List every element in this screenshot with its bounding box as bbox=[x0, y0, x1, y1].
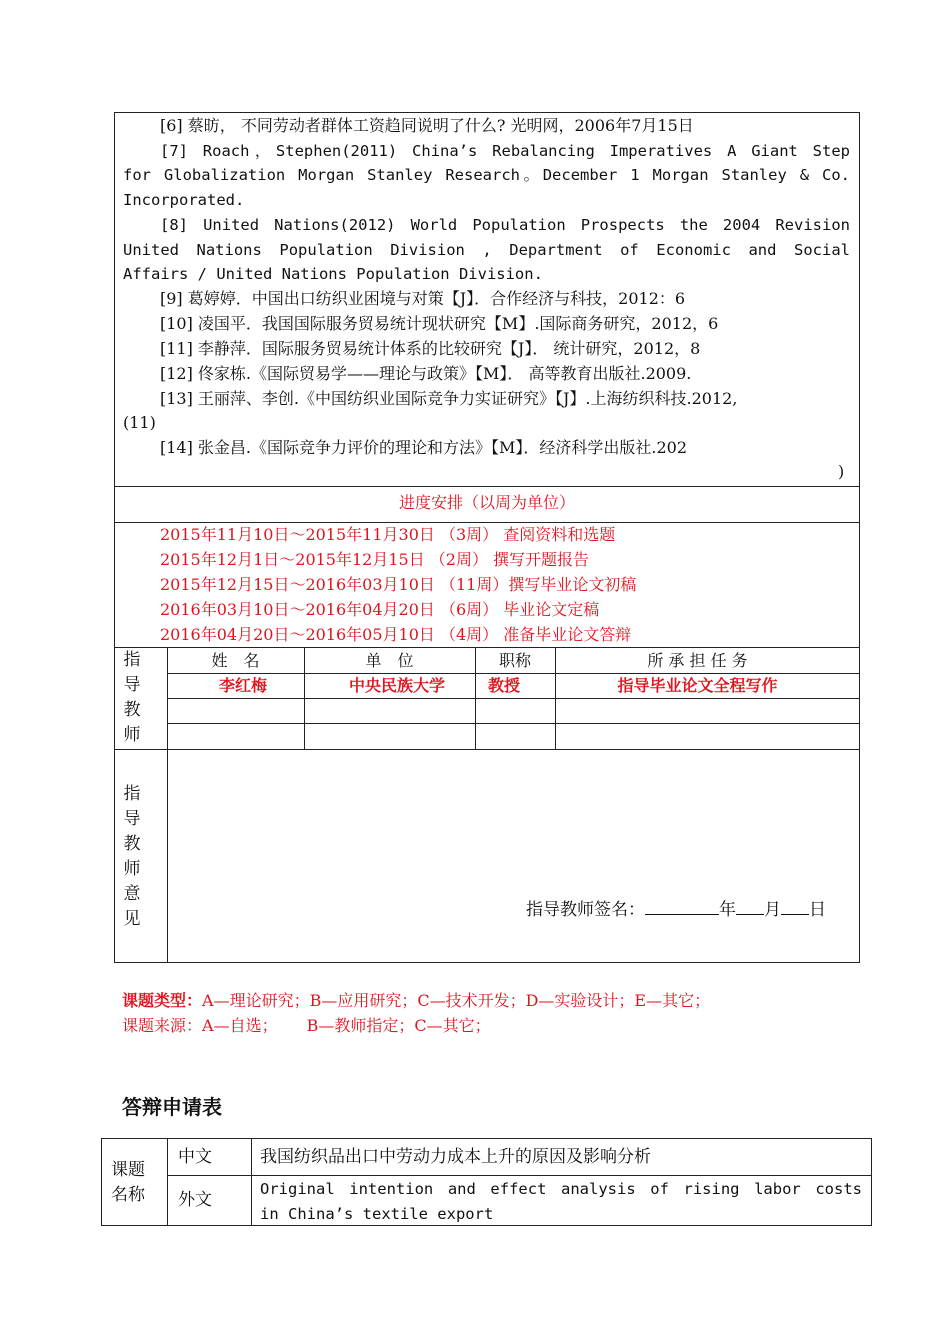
signature-field[interactable] bbox=[645, 898, 719, 915]
schedule-item: 2016年04月20日～2016年05月10日 （4周） 准备毕业论文答辩 bbox=[160, 625, 632, 644]
advisor-unit: 中央民族大学 bbox=[348, 676, 445, 695]
advisor-task: 指导毕业论文全程写作 bbox=[617, 676, 778, 695]
side-char: 教 bbox=[123, 700, 141, 720]
divider bbox=[167, 673, 860, 674]
reference-11: [11] 李静萍．国际服务贸易统计体系的比较研究【J】． 统计研究，2012，8 bbox=[160, 339, 701, 358]
side-char: 指 bbox=[123, 650, 141, 670]
header-title: 职称 bbox=[498, 651, 531, 670]
reference-9: [9] 葛婷婷．中国出口纺织业困境与对策【J】．合作经济与科技，2012：6 bbox=[160, 289, 686, 308]
side-char: 师 bbox=[123, 725, 141, 745]
foreign-title-line-1: Original intention and effect analysis of rising labor costs bbox=[260, 1180, 862, 1198]
reference-8-line-2: United Nations Population Division , Department of Economic and Social bbox=[123, 241, 850, 259]
side-char: 指 bbox=[123, 784, 141, 804]
topic-source-text: A—自选； B—教师指定；C—其它； bbox=[202, 1016, 491, 1035]
reference-13-line-1: [13] 王丽萍、李创.《中国纺织业国际竞争力实证研究》【J】.上海纺织科技.2012, bbox=[160, 389, 738, 408]
schedule-item: 2016年03月10日～2016年04月20日 （6周） 毕业论文定稿 bbox=[160, 600, 600, 619]
reference-6: [6] 蔡昉， 不同劳动者群体工资趋同说明了什么? 光明网，2006年7月15日 bbox=[160, 116, 694, 135]
schedule-title: 进度安排（以周为单位） bbox=[398, 493, 575, 512]
topic-label-line-2: 名称 bbox=[111, 1185, 145, 1205]
month-field[interactable] bbox=[736, 898, 764, 915]
reference-7-line-2: for Globalization Morgan Stanley Research。December 1 Morgan Stanley & Co. bbox=[123, 166, 850, 184]
side-char: 意 bbox=[123, 884, 141, 904]
side-char: 导 bbox=[123, 675, 141, 695]
day-field[interactable] bbox=[781, 898, 809, 915]
month-label: 月 bbox=[764, 900, 781, 920]
topic-source-label: 课题来源： bbox=[122, 1016, 203, 1035]
reference-14: [14] 张金昌.《国际竞争力评价的理论和方法》【M】．经济科学出版社.202 bbox=[160, 438, 688, 457]
divider bbox=[114, 486, 860, 487]
reference-12: [12] 佟家栋.《国际贸易学——理论与政策》【M】． 高等教育出版社.2009. bbox=[160, 364, 692, 383]
side-char: 见 bbox=[123, 909, 141, 929]
divider bbox=[114, 522, 860, 523]
side-char: 教 bbox=[123, 834, 141, 854]
signature-line bbox=[526, 898, 826, 920]
header-task: 所 承 担 任 务 bbox=[647, 651, 748, 670]
chinese-title: 我国纺织品出口中劳动力成本上升的原因及影响分析 bbox=[260, 1147, 651, 1167]
schedule-item: 2015年11月10日～2015年11月30日 （3周） 查阅资料和选题 bbox=[160, 525, 616, 544]
reference-13-line-2: (11) bbox=[123, 413, 156, 432]
topic-type-text: A—理论研究；B—应用研究；C—技术开发；D—实验设计；E—其它； bbox=[202, 991, 711, 1010]
reference-14-tail: ) bbox=[838, 462, 845, 481]
topic-type-note bbox=[122, 991, 710, 1011]
reference-7-line-3: Incorporated. bbox=[123, 191, 245, 209]
divider bbox=[114, 749, 860, 750]
chinese-label: 中文 bbox=[178, 1147, 212, 1167]
divider bbox=[167, 1138, 168, 1226]
schedule-item: 2015年12月15日～2016年03月10日 （11周）撰写毕业论文初稿 bbox=[160, 575, 637, 594]
foreign-title-line-2: in China’s textile export bbox=[260, 1205, 494, 1223]
topic-label-line-1: 课题 bbox=[111, 1160, 145, 1180]
signature-label: 指导教师签名： bbox=[526, 900, 645, 920]
foreign-label: 外文 bbox=[178, 1190, 212, 1210]
reference-8-line-1: [8] United Nations(2012) World Population Prospects the 2004 Revision bbox=[160, 216, 850, 234]
side-char: 师 bbox=[123, 859, 141, 879]
reference-7-line-1: [7] Roach，Stephen(2011) China’s Rebalancing Imperatives A Giant Step bbox=[160, 142, 850, 160]
advisor-name: 李红梅 bbox=[218, 676, 267, 695]
divider bbox=[167, 1175, 872, 1176]
defense-heading: 答辩申请表 bbox=[122, 1095, 222, 1119]
year-label: 年 bbox=[719, 900, 736, 920]
advisor-title: 教授 bbox=[487, 676, 520, 695]
day-label: 日 bbox=[809, 900, 826, 920]
header-unit: 单 位 bbox=[365, 651, 414, 670]
topic-type-label: 课题类型： bbox=[122, 991, 203, 1010]
divider bbox=[167, 723, 860, 724]
schedule-item: 2015年12月1日～2015年12月15日 （2周） 撰写开题报告 bbox=[160, 550, 590, 569]
reference-10: [10] 凌国平．我国国际服务贸易统计现状研究【M】.国际商务研究，2012，6 bbox=[160, 314, 719, 333]
divider bbox=[251, 1138, 252, 1226]
divider bbox=[167, 698, 860, 699]
divider bbox=[114, 647, 860, 648]
side-char: 导 bbox=[123, 809, 141, 829]
reference-8-line-3: Affairs / United Nations Population Division. bbox=[123, 265, 543, 283]
topic-source-note bbox=[122, 1016, 491, 1036]
header-name: 姓 名 bbox=[211, 651, 260, 670]
